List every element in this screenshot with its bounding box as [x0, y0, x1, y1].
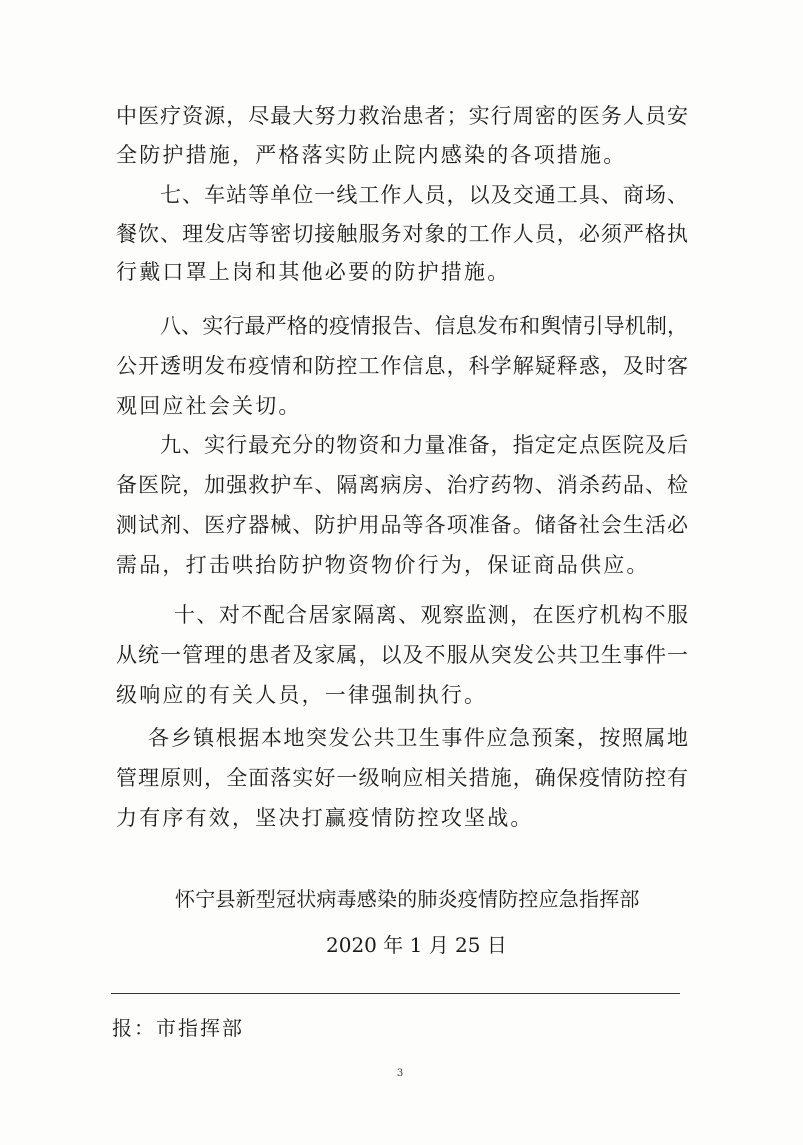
body-line: 九、实行最充分的物资和力量准备，指定定点医院及后	[160, 433, 688, 457]
body-line: 七、车站等单位一线工作人员，以及交通工具、商场、	[160, 183, 688, 207]
body-line: 需品，打击哄抬防护物资物价行为，保证商品供应。	[116, 553, 650, 577]
issue-date: 2020 年 1 月 25 日	[326, 933, 507, 957]
report-to: 报：市指挥部	[112, 1016, 244, 1040]
body-line: 管理原则，全面落实好一级响应相关措施，确保疫情防控有	[116, 766, 688, 790]
body-line: 从统一管理的患者及家属，以及不服从突发公共卫生事件一	[116, 643, 688, 667]
body-line: 行戴口罩上岗和其他必要的防护措施。	[116, 260, 511, 284]
body-line: 备医院，加强救护车、隔离病房、治疗药物、消杀药品、检	[116, 473, 688, 497]
body-line: 餐饮、理发店等密切接触服务对象的工作人员，必须严格执	[116, 222, 688, 246]
body-line: 级响应的有关人员，一律强制执行。	[116, 683, 488, 707]
issuing-authority: 怀宁县新型冠状病毒感染的肺炎疫情防控应急指挥部	[175, 887, 640, 911]
divider-line	[111, 993, 680, 994]
body-line: 观回应社会关切。	[116, 394, 302, 418]
body-line: 八、实行最严格的疫情报告、信息发布和舆情引导机制，	[160, 314, 688, 338]
body-line: 公开透明发布疫情和防控工作信息，科学解疑释惑，及时客	[116, 354, 688, 378]
body-line: 全防护措施，严格落实防止院内感染的各项措施。	[116, 143, 627, 167]
body-line: 测试剂、医疗器械、防护用品等各项准备。储备社会生活必	[116, 513, 688, 537]
body-line: 中医疗资源，尽最大努力救治患者；实行周密的医务人员安	[116, 104, 688, 128]
body-line: 各乡镇根据本地突发公共卫生事件应急预案，按照属地	[148, 726, 688, 750]
page-number: 3	[396, 1068, 404, 1079]
body-line: 力有序有效，坚决打赢疫情防控攻坚战。	[116, 806, 534, 830]
body-line: 十、对不配合居家隔离、观察监测，在医疗机构不服	[174, 603, 688, 627]
